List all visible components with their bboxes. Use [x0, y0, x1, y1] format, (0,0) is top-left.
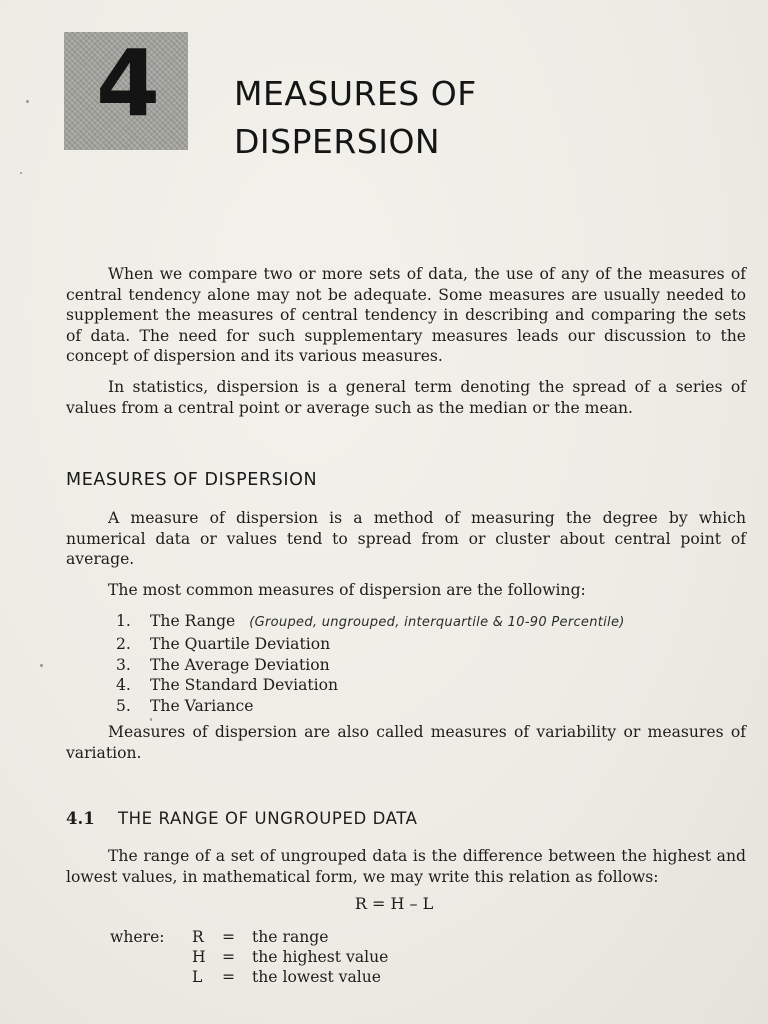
- chapter-title-line2: DISPERSION: [234, 122, 441, 161]
- list-item: [116, 696, 625, 717]
- definition-meaning: the range: [252, 928, 329, 946]
- table-row: [110, 927, 388, 947]
- list-item: [116, 655, 625, 676]
- definition-symbol: R: [192, 928, 204, 946]
- where-label: where:: [110, 928, 165, 946]
- range-paragraph-1: The range of a set of ungrouped data is the difference between the highest and lowest values, in mathematical form, we may write this relation as follows:: [66, 847, 746, 886]
- paper-speck: [150, 718, 152, 721]
- list-item-label: The Average Deviation: [150, 655, 330, 674]
- definition-meaning: the lowest value: [252, 968, 382, 986]
- section-heading-measures: MEASURES OF DISPERSION: [66, 470, 318, 490]
- definition-equals: =: [222, 968, 236, 986]
- definition-meaning: the highest value: [252, 948, 389, 966]
- measures-paragraph-1: A measure of dispersion is a method of measuring the degree by which numerical data or values tend to spread from or cluster about central point of average.: [66, 509, 746, 568]
- handwritten-note: (Grouped, ungrouped, interquartile & 10-90 Percentile): [249, 615, 625, 630]
- chapter-title: [234, 70, 654, 166]
- paper-speck: [26, 100, 29, 103]
- table-row: [110, 967, 388, 987]
- intro-paragraph-2: In statistics, dispersion is a general term denoting the spread of a series of values from a central point or average such as the median or the mean.: [66, 378, 746, 417]
- definition-symbol: H: [192, 948, 206, 966]
- list-item-label: The Range: [150, 612, 236, 630]
- range-formula: R = H – L: [354, 894, 434, 913]
- chapter-title-line1: MEASURES OF: [234, 74, 477, 113]
- measures-list: [116, 611, 625, 717]
- paper-speck: [40, 664, 43, 667]
- measures-paragraph-2: The most common measures of dispersion are the following:: [108, 581, 586, 599]
- list-item: [116, 675, 625, 696]
- chapter-number: 4: [96, 30, 161, 137]
- definition-equals: =: [222, 928, 236, 946]
- list-item-number: 4.: [116, 676, 131, 695]
- section-heading-range: THE RANGE OF UNGROUPED DATA: [118, 809, 418, 828]
- definition-symbol: L: [192, 968, 203, 986]
- list-item-number: 5.: [116, 697, 131, 716]
- definitions-table: [110, 927, 388, 987]
- list-item: [116, 634, 625, 655]
- measures-paragraph-3: Measures of dispersion are also called measures of variability or measures of variation.: [66, 723, 746, 762]
- list-item-label: The Variance: [150, 697, 254, 716]
- list-item-number: 1.: [116, 612, 131, 630]
- list-item-number: 3.: [116, 655, 131, 674]
- list-item-label: The Quartile Deviation: [150, 634, 331, 653]
- list-item-label: The Standard Deviation: [150, 676, 339, 695]
- table-row: [110, 947, 388, 967]
- paper-speck: [20, 172, 22, 174]
- definition-equals: =: [222, 948, 236, 966]
- section-number: 4.1: [66, 809, 95, 828]
- list-item: [116, 611, 625, 634]
- intro-paragraph-1: When we compare two or more sets of data, the use of any of the measures of central tendency alone may not be adequate. Some measures are usually needed to supplement the measures of central tendency in describing and comparing the sets of data. The need for such supplementary measures leads our discussion to the concept of dispersion and its various measures.: [66, 265, 746, 365]
- list-item-number: 2.: [116, 634, 131, 653]
